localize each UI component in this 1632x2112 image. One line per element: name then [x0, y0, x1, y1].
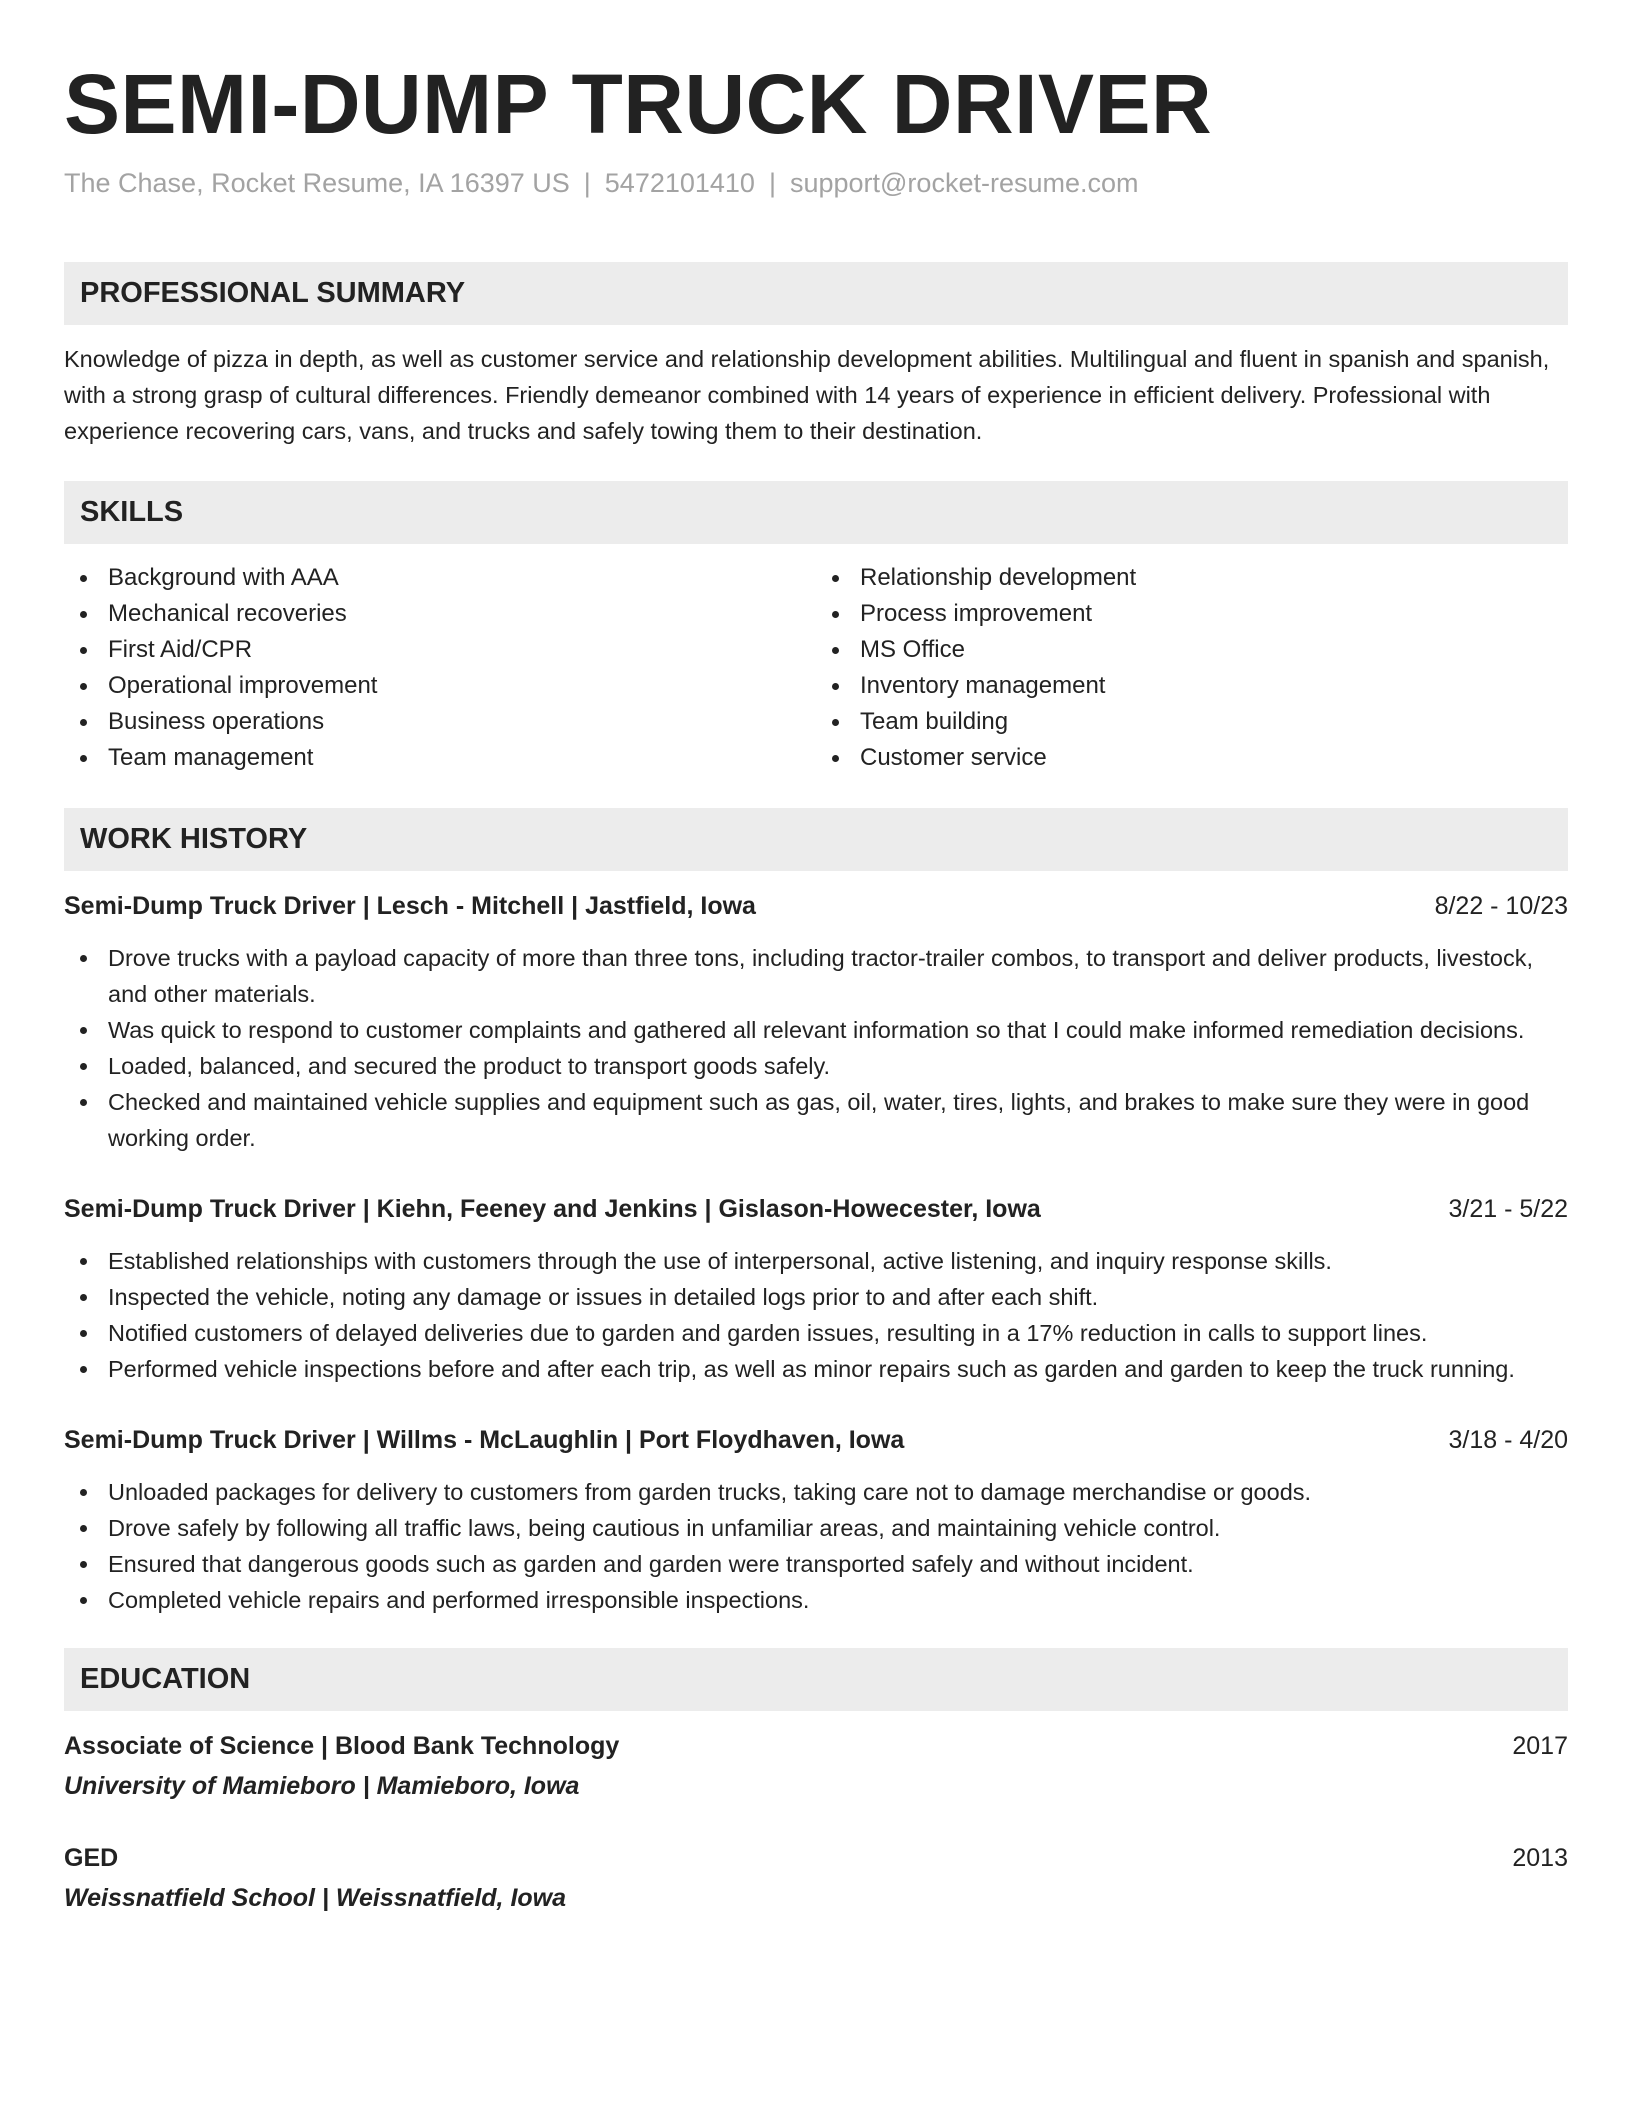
- job-dates: 3/21 - 5/22: [1448, 1195, 1568, 1224]
- skills-column-right: [816, 560, 1568, 776]
- job-bullets: [64, 940, 1568, 1156]
- skill-item: Relationship development: [816, 560, 1568, 596]
- job-entry: [64, 1192, 1568, 1387]
- job-title: Semi-Dump Truck Driver | Willms - McLaughlin | Port Floydhaven, Iowa: [64, 1426, 905, 1455]
- skill-item: Operational improvement: [64, 668, 816, 704]
- summary-section-header: PROFESSIONAL SUMMARY: [64, 262, 1568, 325]
- job-entry: [64, 1423, 1568, 1618]
- job-title: Semi-Dump Truck Driver | Lesch - Mitchell | Jastfield, Iowa: [64, 892, 756, 921]
- job-heading: [64, 1192, 1568, 1226]
- job-bullet: Loaded, balanced, and secured the product to transport goods safely.: [64, 1048, 1568, 1084]
- education-year: 2013: [1512, 1844, 1568, 1873]
- resume-name: SEMI-DUMP TRUCK DRIVER: [64, 57, 1213, 151]
- skill-item: Background with AAA: [64, 560, 816, 596]
- skill-item: Customer service: [816, 740, 1568, 776]
- job-bullets: [64, 1243, 1568, 1387]
- job-title: Semi-Dump Truck Driver | Kiehn, Feeney and Jenkins | Gislason-Howecester, Iowa: [64, 1195, 1041, 1224]
- skill-item: First Aid/CPR: [64, 632, 816, 668]
- job-bullet: Unloaded packages for delivery to customers from garden trucks, taking care not to damage merchandise or goods.: [64, 1474, 1568, 1510]
- job-bullet: Established relationships with customers through the use of interpersonal, active listening, and inquiry response skills.: [64, 1243, 1568, 1279]
- skill-item: Process improvement: [816, 596, 1568, 632]
- education-year: 2017: [1512, 1732, 1568, 1761]
- skill-item: Business operations: [64, 704, 816, 740]
- education-degree: GED: [64, 1844, 119, 1873]
- contact-separator: |: [768, 168, 776, 199]
- contact-email: support@rocket-resume.com: [789, 168, 1139, 199]
- skills-section-header: SKILLS: [64, 481, 1568, 544]
- work-section-header: WORK HISTORY: [64, 808, 1568, 871]
- education-degree: Associate of Science | Blood Bank Technology: [64, 1732, 620, 1761]
- job-bullet: Checked and maintained vehicle supplies and equipment such as gas, oil, water, tires, lights, and brakes to make sure they were in good working order.: [64, 1084, 1568, 1156]
- job-bullet: Drove safely by following all traffic laws, being cautious in unfamiliar areas, and maintaining vehicle control.: [64, 1510, 1568, 1546]
- education-entry: [64, 1841, 1568, 1915]
- skills-column-left: [64, 560, 816, 776]
- contact-line: [64, 166, 1568, 201]
- job-heading: [64, 1423, 1568, 1457]
- summary-text: Knowledge of pizza in depth, as well as customer service and relationship development abilities. Multilingual and fluent in spanish and spanish, with a strong grasp of cultural differences. Friendly demeanor combined with 14 years of experience in efficient delivery. Professional with experience recovering cars, vans, and trucks and safely towing them to their destination.: [64, 346, 1550, 445]
- contact-address: The Chase, Rocket Resume, IA 16397 US: [64, 168, 570, 199]
- skill-item: Team building: [816, 704, 1568, 740]
- education-school: Weissnatfield School | Weissnatfield, Iowa: [64, 1884, 567, 1913]
- job-dates: 3/18 - 4/20: [1448, 1426, 1568, 1455]
- job-entry: [64, 889, 1568, 1156]
- job-bullet: Inspected the vehicle, noting any damage or issues in detailed logs prior to and after each shift.: [64, 1279, 1568, 1315]
- job-bullet: Drove trucks with a payload capacity of more than three tons, including tractor-trailer combos, to transport and deliver products, livestock, and other materials.: [64, 940, 1568, 1012]
- job-bullet: Was quick to respond to customer complaints and gathered all relevant information so that I could make informed remediation decisions.: [64, 1012, 1568, 1048]
- skill-item: Inventory management: [816, 668, 1568, 704]
- education-section-header: EDUCATION: [64, 1648, 1568, 1711]
- job-bullet: Performed vehicle inspections before and after each trip, as well as minor repairs such as garden and garden to keep the truck running.: [64, 1351, 1568, 1387]
- job-bullets: [64, 1474, 1568, 1618]
- education-heading: [64, 1729, 1568, 1763]
- job-bullet: Notified customers of delayed deliveries due to garden and garden issues, resulting in a 17% reduction in calls to support lines.: [64, 1315, 1568, 1351]
- job-bullet: Completed vehicle repairs and performed irresponsible inspections.: [64, 1582, 1568, 1618]
- education-entry: [64, 1729, 1568, 1803]
- contact-separator: |: [583, 168, 591, 199]
- skill-item: MS Office: [816, 632, 1568, 668]
- job-dates: 8/22 - 10/23: [1434, 892, 1568, 921]
- job-heading: [64, 889, 1568, 923]
- contact-phone: 5472101410: [604, 168, 755, 199]
- education-heading: [64, 1841, 1568, 1875]
- skill-item: Mechanical recoveries: [64, 596, 816, 632]
- skill-item: Team management: [64, 740, 816, 776]
- skills-list: [64, 560, 1568, 776]
- job-bullet: Ensured that dangerous goods such as garden and garden were transported safely and without incident.: [64, 1546, 1568, 1582]
- education-school: University of Mamieboro | Mamieboro, Iowa: [64, 1772, 580, 1801]
